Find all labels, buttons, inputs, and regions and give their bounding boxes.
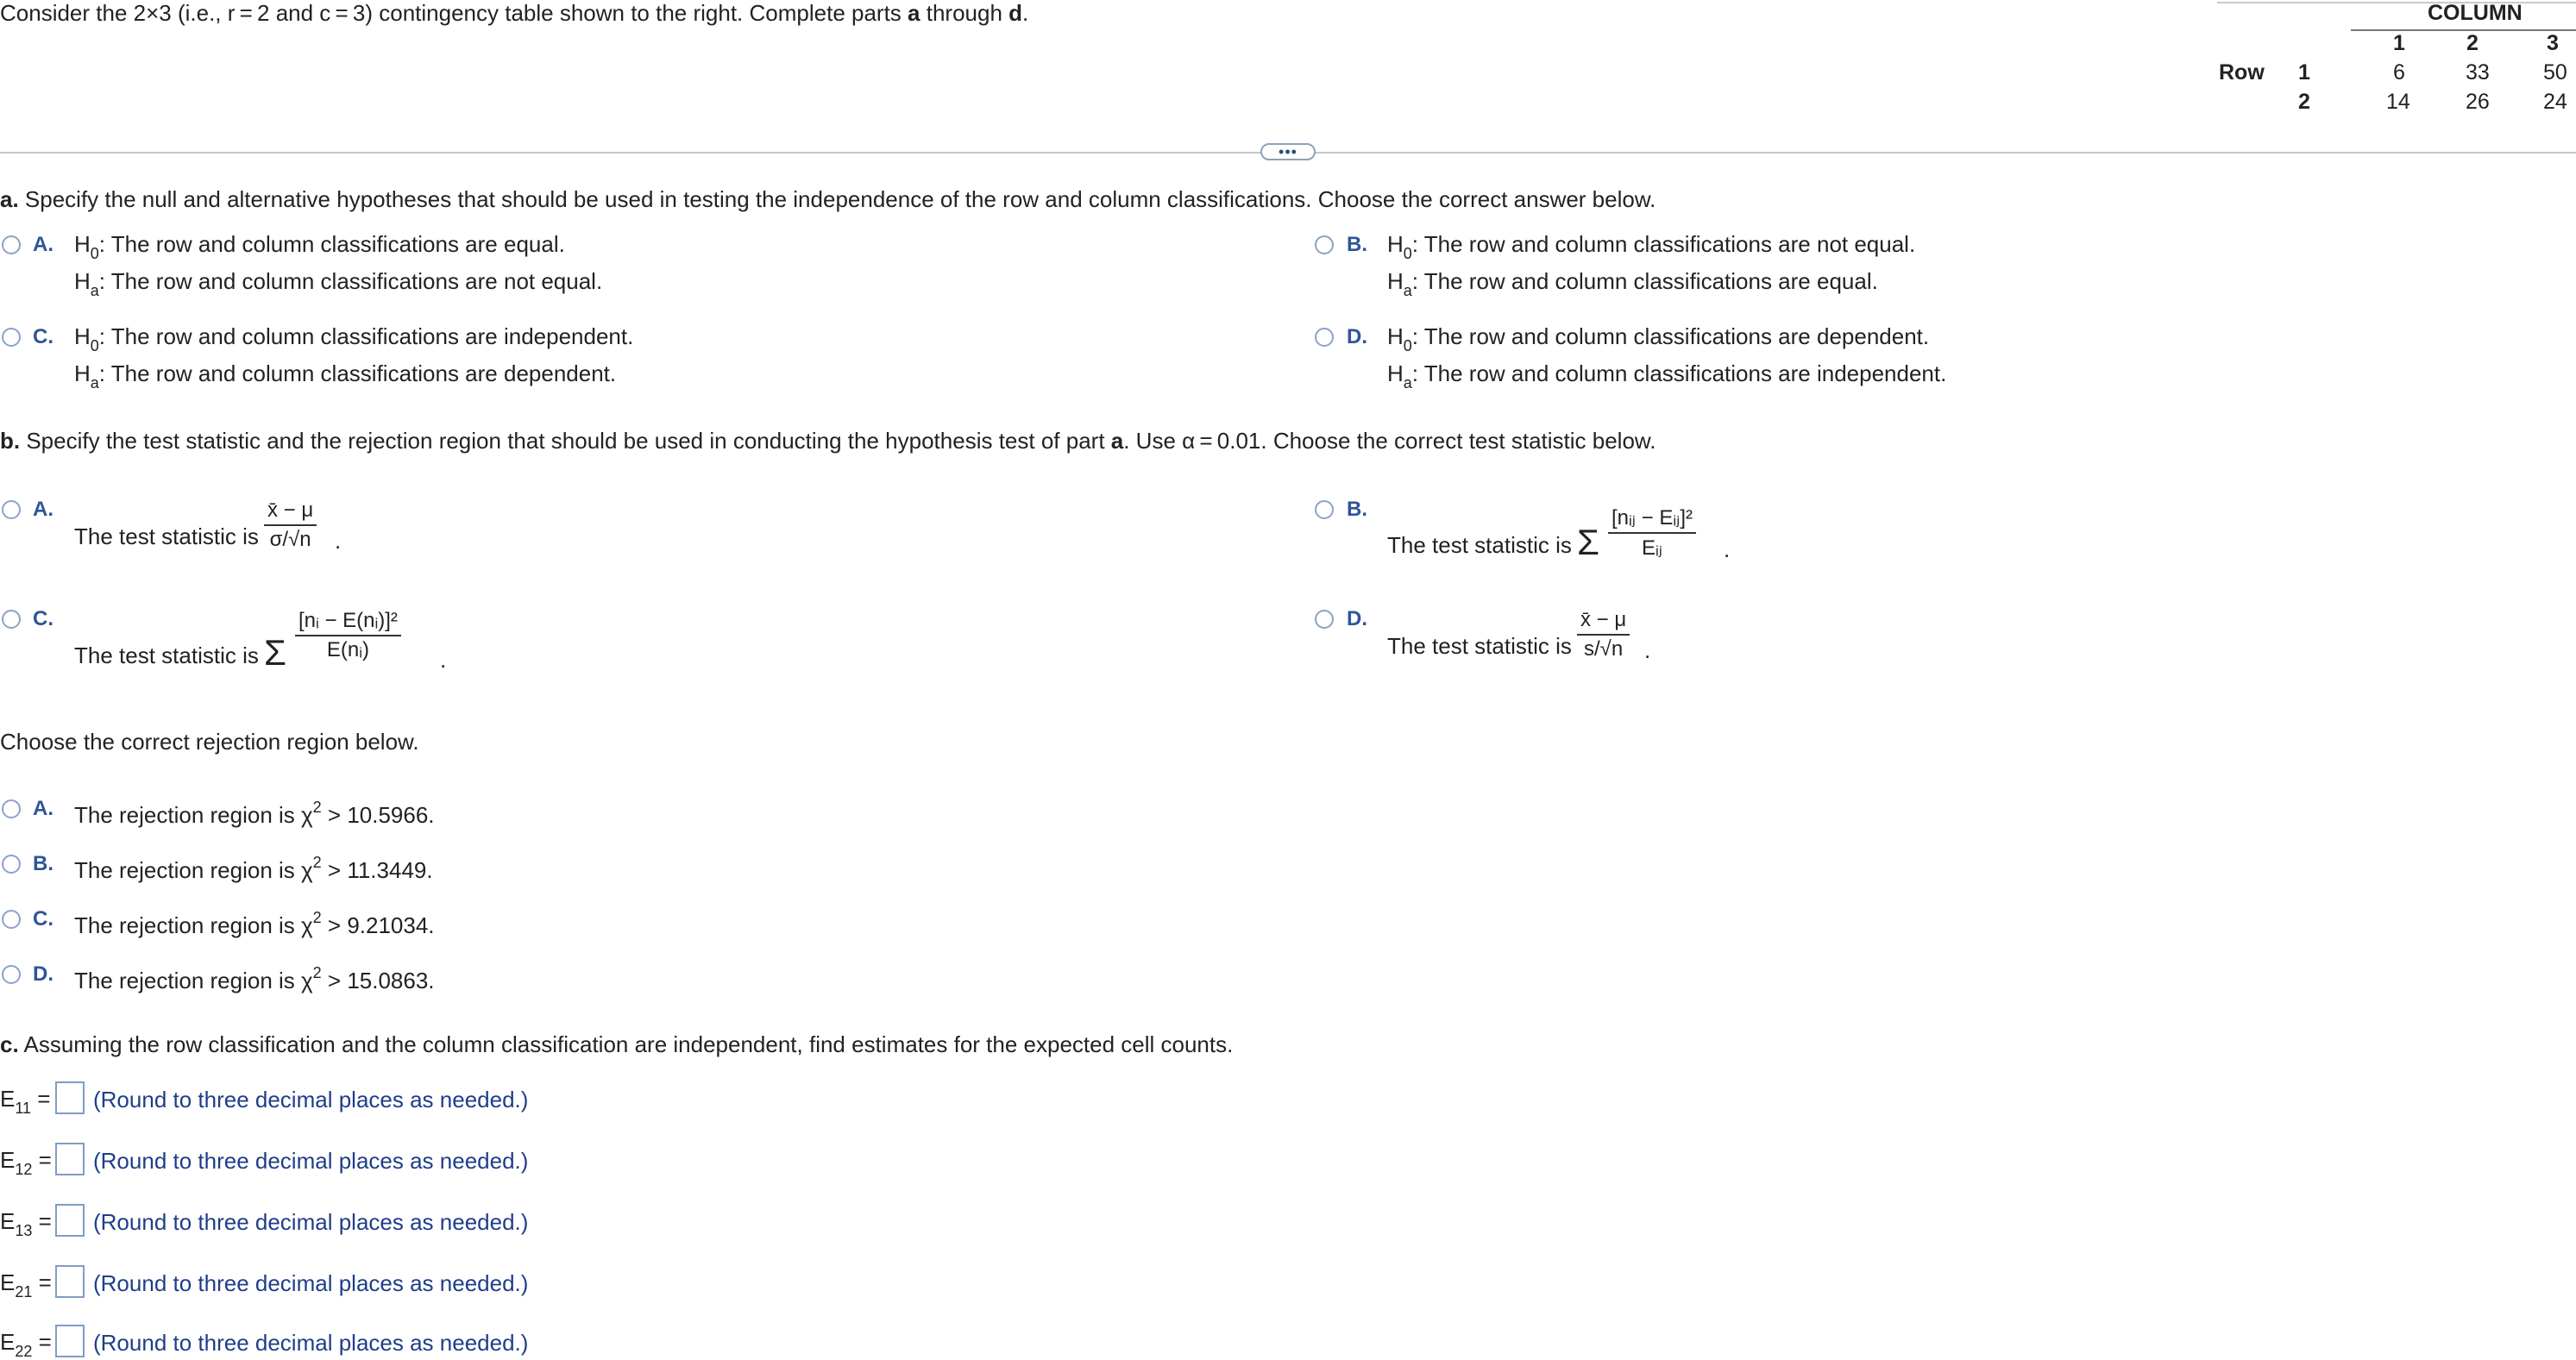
intro-through: through <box>920 0 1009 26</box>
e13-input[interactable] <box>55 1204 85 1237</box>
rejection-option-c-value: > 9.21034. <box>321 912 435 938</box>
e12-label <box>0 1147 52 1178</box>
rejection-option-c-letter: C. <box>33 907 53 931</box>
intro-part-a: a <box>908 0 920 26</box>
ha-symbol: H <box>1387 268 1404 294</box>
equals-sign: = <box>32 1329 52 1355</box>
e11-input[interactable] <box>55 1081 85 1114</box>
part-a-option-a-ha <box>74 268 603 299</box>
part-b-option-c-radio[interactable] <box>2 610 21 629</box>
sigma-icon: Σ <box>1577 522 1599 562</box>
rejection-option-b-value: > 11.3449. <box>321 857 433 883</box>
rejection-option-c-radio[interactable] <box>2 910 21 929</box>
part-b-prompt-text-1: Specify the test statistic and the rejection region that should be used in conducting the hypothesis test of part <box>20 428 1111 454</box>
part-a-option-b-ha <box>1387 268 1878 299</box>
e-symbol: E <box>0 1269 16 1295</box>
e22-label <box>0 1329 52 1360</box>
part-a-option-c-h0 <box>74 323 634 354</box>
row-title: Row <box>2219 60 2265 85</box>
problem-intro <box>0 0 1028 27</box>
part-b-prompt-text-2: . Use α = 0.01. Choose the correct test statistic below. <box>1123 428 1656 454</box>
part-b-prefix: b. <box>0 428 21 454</box>
h0-subscript: 0 <box>1403 245 1412 262</box>
part-a-option-c-ha-text: : The row and column classifications are dependent. <box>98 360 617 386</box>
row-header-1: 1 <box>2298 60 2310 85</box>
e22-subscript: 22 <box>15 1343 33 1360</box>
contingency-table <box>2217 0 2576 121</box>
period: . <box>1724 536 1731 562</box>
part-b-option-a-letter: A. <box>33 498 53 521</box>
rejection-option-d-radio[interactable] <box>2 965 21 984</box>
part-b-option-a-fraction <box>264 498 317 552</box>
part-a-option-b-radio[interactable] <box>1315 235 1334 254</box>
equals-sign: = <box>32 1147 52 1173</box>
rejection-label: The rejection region is χ <box>74 912 313 938</box>
h0-subscript: 0 <box>90 337 99 354</box>
part-b-part-a-ref: a <box>1110 428 1124 454</box>
part-b-option-d-fraction <box>1577 608 1630 661</box>
rejection-label: The rejection region is χ <box>74 968 313 993</box>
part-a-option-d-h0 <box>1387 323 1930 354</box>
column-header-3: 3 <box>2547 31 2559 55</box>
part-a-option-a-radio[interactable] <box>2 235 21 254</box>
rejection-label: The rejection region is χ <box>74 857 313 883</box>
h0-subscript: 0 <box>1403 337 1412 354</box>
e11-hint: (Round to three decimal places as needed.) <box>93 1087 529 1112</box>
part-a-option-b-h0-text: : The row and column classifications are not equal. <box>1411 231 1916 257</box>
part-a-option-d-letter: D. <box>1347 325 1367 348</box>
table-cell-r2c2: 26 <box>2466 90 2490 114</box>
table-cell-r1c1: 6 <box>2393 60 2405 85</box>
e12-input[interactable] <box>55 1143 85 1175</box>
part-a-option-d-ha-text: : The row and column classifications are independent. <box>1411 360 1947 386</box>
h0-subscript: 0 <box>90 245 99 262</box>
column-header-1: 1 <box>2393 31 2405 55</box>
fraction-denominator: σ/√n <box>269 528 311 551</box>
table-cell-r2c1: 14 <box>2386 90 2410 114</box>
part-b-option-b-label: The test statistic is <box>1387 532 1572 558</box>
intro-part-d: d <box>1008 0 1023 26</box>
part-b-prompt <box>0 428 1656 454</box>
part-b-option-d-radio[interactable] <box>1315 610 1334 629</box>
rejection-option-a-radio[interactable] <box>2 799 21 818</box>
part-c-prompt-text: Assuming the row classification and the column classification are independent, find estimates for the expected cell counts. <box>18 1031 1234 1057</box>
part-a-option-a-ha-text: : The row and column classifications are not equal. <box>98 268 603 294</box>
column-header-2: 2 <box>2466 31 2479 55</box>
equals-sign: = <box>32 1208 52 1234</box>
e-symbol: E <box>0 1329 16 1355</box>
table-cell-r1c3: 50 <box>2543 60 2567 85</box>
e13-label <box>0 1208 52 1239</box>
part-b-option-a-radio[interactable] <box>2 500 21 519</box>
part-a-option-a-letter: A. <box>33 233 53 256</box>
part-a-option-b-ha-text: : The row and column classifications are equal. <box>1411 268 1878 294</box>
rejection-option-a-value: > 10.5966. <box>321 802 435 828</box>
chi-square-superscript: 2 <box>312 799 322 816</box>
part-a-option-a-h0 <box>74 231 565 262</box>
part-c-prefix: c. <box>0 1031 19 1057</box>
ellipsis-icon: ••• <box>1279 143 1297 160</box>
period: . <box>1644 637 1651 663</box>
part-b-option-b-letter: B. <box>1347 498 1367 521</box>
expand-handle[interactable] <box>1260 143 1316 160</box>
e13-subscript: 13 <box>15 1222 33 1239</box>
e12-hint: (Round to three decimal places as needed.) <box>93 1148 529 1174</box>
ha-subscript: a <box>1403 282 1412 299</box>
h0-symbol: H <box>1387 231 1404 257</box>
fraction-denominator: Eᵢⱼ <box>1642 536 1662 560</box>
ha-subscript: a <box>90 374 99 392</box>
rejection-label: The rejection region is χ <box>74 802 313 828</box>
table-cell-r2c3: 24 <box>2543 90 2567 114</box>
part-b-option-d-letter: D. <box>1347 607 1367 630</box>
chi-square-superscript: 2 <box>312 909 322 926</box>
fraction-numerator: [nᵢⱼ − Eᵢⱼ]² <box>1608 505 1696 534</box>
fraction-numerator: x̄ − μ <box>1577 608 1630 636</box>
table-column-rule <box>2351 29 2576 31</box>
intro-dot: . <box>1022 0 1029 26</box>
ha-symbol: H <box>1387 360 1404 386</box>
e21-label <box>0 1269 52 1300</box>
e21-subscript: 21 <box>15 1283 33 1300</box>
period: . <box>335 528 342 554</box>
ha-symbol: H <box>74 268 91 294</box>
part-a-option-a-h0-text: : The row and column classifications are equal. <box>98 231 565 257</box>
rejection-option-c-text <box>74 909 435 939</box>
column-title: COLUMN <box>2428 1 2523 25</box>
rejection-option-b-radio[interactable] <box>2 855 21 874</box>
chi-square-superscript: 2 <box>312 854 322 871</box>
table-cell-r1c2: 33 <box>2466 60 2490 85</box>
intro-text: Consider the 2×3 (i.e., r = 2 and c = 3) contingency table shown to the right. Complete parts <box>0 0 908 26</box>
e11-label <box>0 1086 51 1117</box>
period: . <box>440 647 447 673</box>
rejection-option-a-letter: A. <box>33 797 53 820</box>
equals-sign: = <box>31 1086 51 1112</box>
part-b-option-c-label: The test statistic is <box>74 642 259 668</box>
part-a-option-c-ha <box>74 360 617 392</box>
part-a-prompt-text: Specify the null and alternative hypotheses that should be used in testing the independence of the row and column classifications. Choose the correct answer below. <box>18 186 1656 212</box>
fraction-numerator: [nᵢ − E(nᵢ)]² <box>295 609 401 636</box>
e-symbol: E <box>0 1208 16 1234</box>
e22-hint: (Round to three decimal places as needed.) <box>93 1330 529 1356</box>
rejection-option-b-text <box>74 854 433 884</box>
part-b-option-a-label: The test statistic is <box>74 523 259 549</box>
e21-hint: (Round to three decimal places as needed.) <box>93 1270 529 1296</box>
rejection-option-d-value: > 15.0863. <box>321 968 435 993</box>
part-a-option-d-ha <box>1387 360 1947 392</box>
h0-symbol: H <box>1387 323 1404 349</box>
part-b-option-b-radio[interactable] <box>1315 500 1334 519</box>
part-c-prompt <box>0 1031 1233 1058</box>
ha-subscript: a <box>1403 374 1412 392</box>
e-symbol: E <box>0 1086 16 1112</box>
e13-hint: (Round to three decimal places as needed.) <box>93 1209 529 1235</box>
fraction-denominator: E(nᵢ) <box>326 638 370 661</box>
sigma-icon: Σ <box>264 632 286 673</box>
e12-subscript: 12 <box>15 1161 33 1178</box>
part-b-option-c-letter: C. <box>33 607 53 630</box>
part-a-option-c-letter: C. <box>33 325 53 348</box>
e22-input[interactable] <box>55 1325 85 1357</box>
part-a-prompt <box>0 186 1656 213</box>
part-b-option-d-label: The test statistic is <box>1387 633 1572 659</box>
fraction-denominator: s/√n <box>1584 637 1624 661</box>
ha-subscript: a <box>90 282 99 299</box>
h0-symbol: H <box>74 323 91 349</box>
row-header-2: 2 <box>2298 90 2310 114</box>
part-a-option-b-letter: B. <box>1347 233 1367 256</box>
part-b-option-c-fraction <box>295 609 401 662</box>
rejection-prompt: Choose the correct rejection region below. <box>0 729 419 755</box>
part-b-option-b-fraction <box>1608 505 1696 561</box>
rejection-option-b-letter: B. <box>33 852 53 875</box>
chi-square-superscript: 2 <box>312 964 322 981</box>
e-symbol: E <box>0 1147 16 1173</box>
rejection-option-d-text <box>74 964 435 994</box>
rejection-option-d-letter: D. <box>33 962 53 986</box>
h0-symbol: H <box>74 231 91 257</box>
e21-input[interactable] <box>55 1265 85 1298</box>
part-a-option-b-h0 <box>1387 231 1916 262</box>
part-a-option-d-radio[interactable] <box>1315 328 1334 347</box>
e11-subscript: 11 <box>15 1100 32 1117</box>
equals-sign: = <box>32 1269 52 1295</box>
rejection-option-a-text <box>74 799 435 829</box>
part-a-option-d-h0-text: : The row and column classifications are dependent. <box>1411 323 1930 349</box>
ha-symbol: H <box>74 360 91 386</box>
part-a-prefix: a. <box>0 186 19 212</box>
fraction-numerator: x̄ − μ <box>264 498 317 526</box>
part-a-option-c-h0-text: : The row and column classifications are independent. <box>98 323 634 349</box>
part-a-option-c-radio[interactable] <box>2 328 21 347</box>
